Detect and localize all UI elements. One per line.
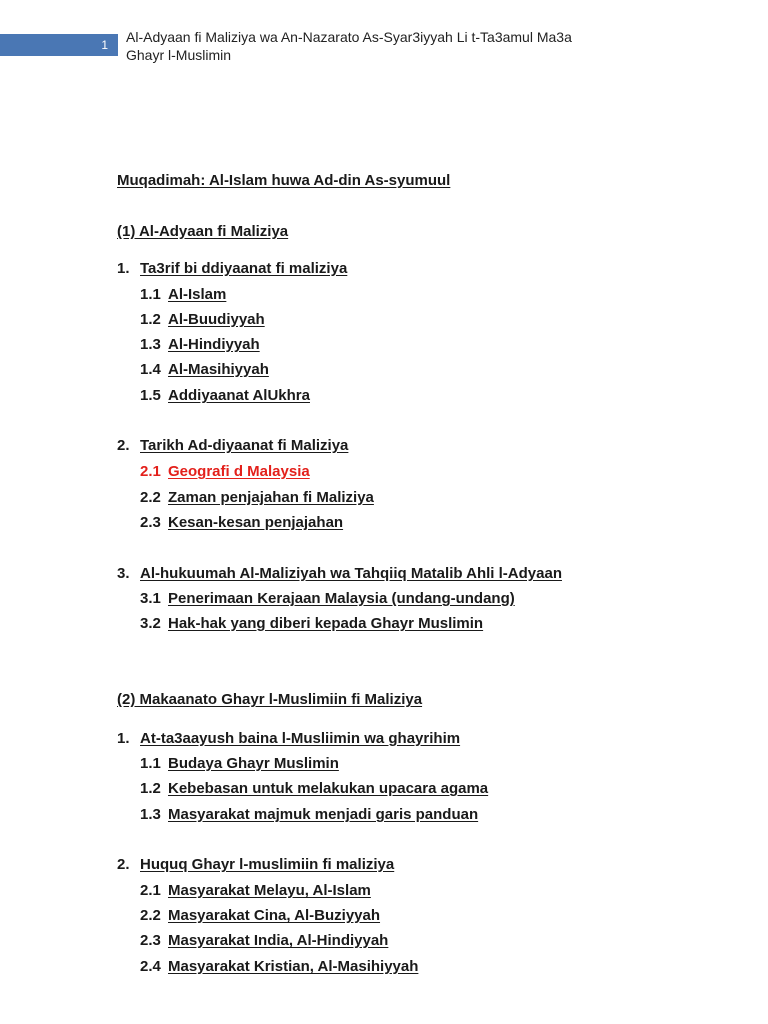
subsection-item-highlighted[interactable] xyxy=(140,462,310,482)
section-number: 3. xyxy=(117,565,130,582)
section-heading[interactable] xyxy=(117,259,347,279)
subsection-number: 2.4 xyxy=(140,958,161,975)
subsection-link[interactable]: Al-Masihiyyah xyxy=(168,361,269,378)
subsection-number: 1.2 xyxy=(140,780,161,797)
subsection-item[interactable] xyxy=(140,386,310,406)
subsection-item[interactable] xyxy=(140,589,515,609)
subsection-link[interactable]: Al-Islam xyxy=(168,286,227,303)
subsection-link[interactable]: Al-Buudiyyah xyxy=(168,311,265,328)
subsection-number: 2.2 xyxy=(140,489,161,506)
section-number: 2. xyxy=(117,856,130,873)
subsection-number: 1.5 xyxy=(140,387,161,404)
subsection-link[interactable]: Masyarakat Kristian, Al-Masihiyyah xyxy=(168,958,419,975)
section-heading[interactable] xyxy=(117,729,460,749)
subsection-number: 3.2 xyxy=(140,615,161,632)
subsection-item[interactable] xyxy=(140,931,388,951)
subsection-link[interactable]: Budaya Ghayr Muslimin xyxy=(168,755,339,772)
subsection-link[interactable]: Al-Hindiyyah xyxy=(168,336,260,353)
section-heading[interactable] xyxy=(117,436,348,456)
subsection-number: 1.1 xyxy=(140,755,161,772)
subsection-link[interactable]: Geografi d Malaysia xyxy=(168,463,310,480)
subsection-link[interactable]: Addiyaanat AlUkhra xyxy=(168,387,310,404)
subsection-link[interactable]: Penerimaan Kerajaan Malaysia (undang-undang) xyxy=(168,590,515,607)
section-link[interactable]: Al-hukuumah Al-Maliziyah wa Tahqiiq Matalib Ahli l-Adyaan xyxy=(140,565,562,582)
section-link[interactable]: Ta3rif bi ddiyaanat fi maliziya xyxy=(140,260,348,277)
section-link[interactable]: At-ta3aayush baina l-Musliimin wa ghayrihim xyxy=(140,730,461,747)
subsection-number: 2.1 xyxy=(140,882,161,899)
part2-heading: (2) Makaanato Ghayr l-Muslimiin fi Maliziya xyxy=(117,691,423,708)
subsection-link[interactable]: Masyarakat Melayu, Al-Islam xyxy=(168,882,371,899)
subsection-item[interactable] xyxy=(140,805,478,825)
subsection-item[interactable] xyxy=(140,310,265,330)
subsection-item[interactable] xyxy=(140,779,488,799)
subsection-number: 1.2 xyxy=(140,311,161,328)
section-number: 2. xyxy=(117,437,130,454)
subsection-number: 1.4 xyxy=(140,361,161,378)
subsection-link[interactable]: Kesan-kesan penjajahan xyxy=(168,514,344,531)
subsection-number: 2.3 xyxy=(140,932,161,949)
section-heading[interactable] xyxy=(117,855,394,875)
subsection-number: 2.3 xyxy=(140,514,161,531)
subsection-link[interactable]: Zaman penjajahan fi Maliziya xyxy=(168,489,374,506)
subsection-item[interactable] xyxy=(140,335,260,355)
subsection-item[interactable] xyxy=(140,488,374,508)
subsection-number: 2.1 xyxy=(140,463,161,480)
page-number: 1 xyxy=(101,38,108,52)
subsection-number: 1.1 xyxy=(140,286,161,303)
subsection-number: 1.3 xyxy=(140,336,161,353)
subsection-link[interactable]: Hak-hak yang diberi kepada Ghayr Muslimin xyxy=(168,615,484,632)
subsection-item[interactable] xyxy=(140,881,371,901)
subsection-link[interactable]: Masyarakat Cina, Al-Buziyyah xyxy=(168,907,381,924)
subsection-link[interactable]: Masyarakat India, Al-Hindiyyah xyxy=(168,932,389,949)
section-heading[interactable] xyxy=(117,564,562,584)
subsection-item[interactable] xyxy=(140,513,343,533)
subsection-item[interactable] xyxy=(140,906,380,926)
intro-heading: Muqadimah: Al-Islam huwa Ad-din As-syumuul xyxy=(117,172,451,189)
subsection-item[interactable] xyxy=(140,285,226,305)
subsection-number: 3.1 xyxy=(140,590,161,607)
subsection-number: 1.3 xyxy=(140,806,161,823)
header-title: Al-Adyaan fi Maliziya wa An-Nazarato As-Syar3iyyah Li t-Ta3amul Ma3a Ghayr l-Muslimin xyxy=(126,29,572,63)
section-number: 1. xyxy=(117,260,130,277)
section-number: 1. xyxy=(117,730,130,747)
subsection-number: 2.2 xyxy=(140,907,161,924)
subsection-link[interactable]: Masyarakat majmuk menjadi garis panduan xyxy=(168,806,479,823)
part1-heading: (1) Al-Adyaan fi Maliziya xyxy=(117,223,289,240)
subsection-item[interactable] xyxy=(140,957,418,977)
subsection-item[interactable] xyxy=(140,360,269,380)
subsection-item[interactable] xyxy=(140,614,483,634)
subsection-item[interactable] xyxy=(140,754,339,774)
section-link[interactable]: Tarikh Ad-diyaanat fi Maliziya xyxy=(140,437,349,454)
subsection-link[interactable]: Kebebasan untuk melakukan upacara agama xyxy=(168,780,489,797)
section-link[interactable]: Huquq Ghayr l-muslimiin fi maliziya xyxy=(140,856,395,873)
